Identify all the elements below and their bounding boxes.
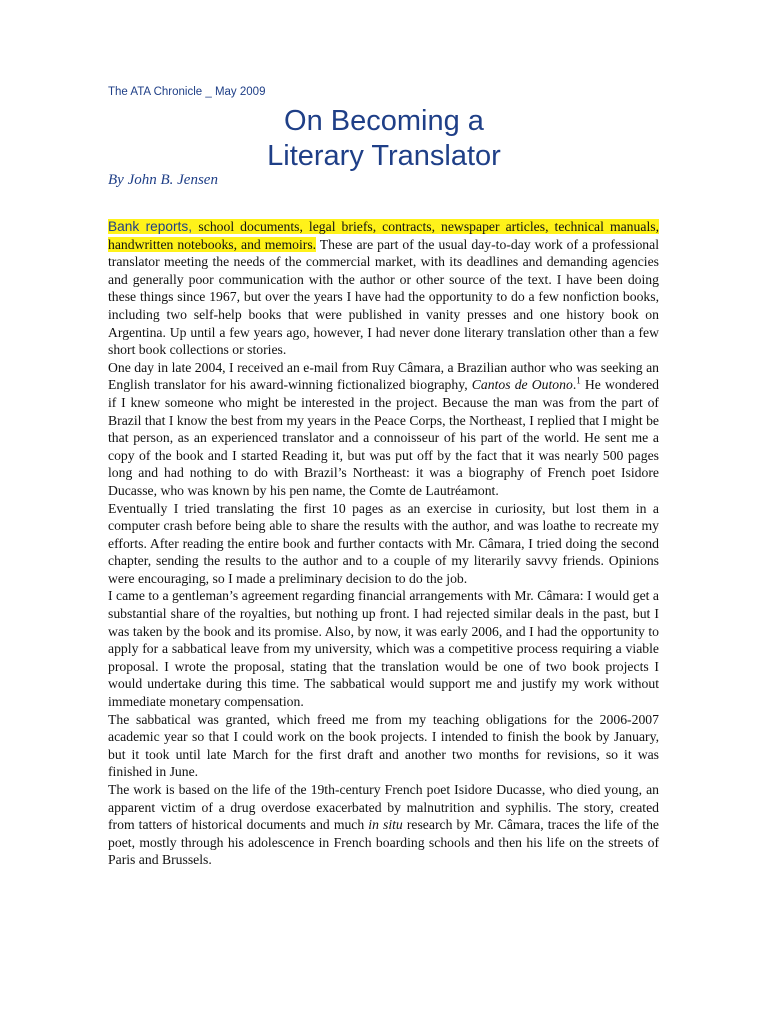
paragraph-2-text-b: He wondered if I knew someone who might be interested in the project. Because the man was from the part of Brazil that I know the best from my years in the Peace Corps, the Northeast, I replied that I might be that person, as an experienced translator and a connoisseur of his part of the world. He sent me a copy of the book and I started Reading it, but was put off by the fact that it was nearly 500 pages long and had nothing to do with Brazil’s Northeast: it was a biography of French poet Isidore Ducasse, who was known by his pen name, the Comte de Lautréamont.	[108, 377, 659, 498]
paragraph-6-text-b: research by Mr. Câmara, traces the life of the poet, mostly through his adolescence in French boarding schools and then his life on the streets of Paris and Brussels.	[108, 817, 659, 868]
publication-header: The ATA Chronicle _ May 2009	[108, 86, 266, 98]
paragraph-2: One day in late 2004, I received an e-mail from Ruy Câmara, a Brazilian author who was seeking an English translator for his award-winning fictionalized biography, Cantos de Outono.$^1$ He wondered if I knew someone who might be interested in the project. Because the man was from the part of Brazil that I know the best from my years in the Peace Corps, the Northeast, I replied that I might be that person, as an experienced translator and a connoisseur of his part of the world. He sent me a copy of the book and I started Reading it, but was put off by the fact that it was nearly 500 pages long and had nothing to do with Brazil’s Northeast: it was a biography of French poet Isidore Ducasse, who was known by his pen name, the Comte de Lautréamont.	[108, 359, 659, 498]
highlighted-lead-text: Bank reports,	[108, 219, 199, 234]
paragraph-1	[108, 218, 659, 359]
highlighted-text: school documents, legal briefs, contracts, newspaper articles, technical manuals, handwritten notebooks, and memoirs.	[108, 219, 659, 252]
title-line-2: Literary Translator	[267, 140, 501, 172]
paragraph-5: The sabbatical was granted, which freed me from my teaching obligations for the 2006-2007 academic year so that I could work on the book projects. I intended to finish the book by January, but it took until late March for the first draft and another two months for revisions, so it was finished in June.	[108, 711, 659, 780]
title-line-1: On Becoming a	[284, 105, 484, 137]
paragraph-6	[108, 781, 659, 869]
paragraph-4: I came to a gentleman’s agreement regarding financial arrangements with Mr. Câmara: I would get a substantial share of the royalties, but nothing up front. I had rejected similar deals in the past, but I was taken by the book and its promise. Also, by now, it was early 2006, and I had the opportunity to apply for a sabbatical leave from my university, which was a competitive process requiring a viable proposal. I wrote the proposal, stating that the translation would be one of two book projects I would undertake during this time. The sabbatical would support me and justify my work without immediate monetary compensation.	[108, 588, 659, 710]
article-body	[108, 218, 659, 869]
paragraph-2-text-a: One day in late 2004, I received an e-mail from Ruy Câmara, a Brazilian author who was seeking an English translator for his award-winning fictionalized biography,	[108, 359, 659, 393]
book-title: Cantos de Outono	[471, 377, 573, 393]
in-situ-italic: in situ	[368, 817, 403, 833]
footnote-marker: 1	[576, 375, 581, 386]
article-title	[0, 104, 768, 174]
byline: By John B. Jensen	[108, 172, 218, 188]
paragraph-6-text-a: The work is based on the life of the 19th-century French poet Isidore Ducasse, who died young, an apparent victim of a drug overdose exacerbated by malnutrition and syphilis. The story, created from tatters of historical documents and much	[108, 782, 659, 833]
paragraph-3: Eventually I tried translating the first 10 pages as an exercise in curiosity, but lost them in a computer crash before being able to share the results with the author, and was loathe to recreate my efforts. After reading the entire book and further contacts with Mr. Câmara, I tried doing the second chapter, sending the results to the author and to a couple of my literarily savvy friends. Opinions were encouraging, so I made a preliminary decision to do the job.	[108, 500, 659, 586]
paragraph-1-text: These are part of the usual day-to-day work of a professional translator meeting the needs of the commercial market, with its deadlines and demanding agencies and generally poor communication with the author or other source of the text. I have been doing these things since 1967, but over the years I have had the opportunity to do a few nonfiction books, including two self-help books that were published in vanity presses and one history book on Argentina. Up until a few years ago, however, I had never done literary translation other than a few short book collections or stories.	[108, 236, 660, 358]
